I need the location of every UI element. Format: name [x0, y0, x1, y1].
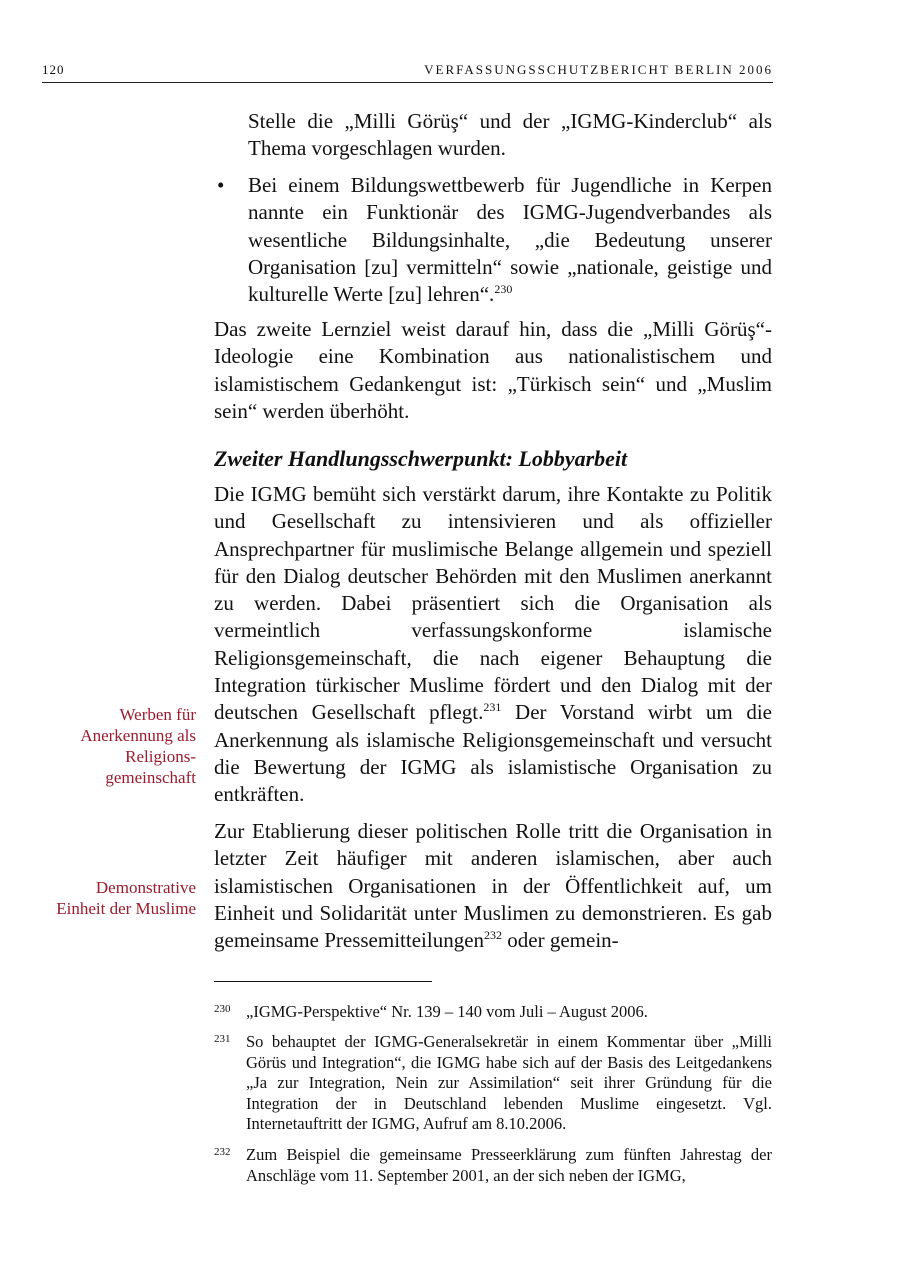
- list-item: [248, 172, 772, 308]
- footnote-ref-230[interactable]: 230: [494, 282, 513, 297]
- margin-note-einheit: [26, 877, 196, 919]
- paragraph-lobbyarbeit: [214, 481, 772, 809]
- margin-note-line: Demonstrative: [95, 878, 196, 897]
- paragraph-text-part: Der Vorstand wirbt um die Anerkennung als islamische Religionsgemeinschaft und versucht die Bewertung der IGMG als islamistische Organisation zu entkräften.: [214, 700, 772, 807]
- margin-note-line: Einheit der Muslime: [56, 899, 196, 918]
- page-header: [42, 62, 773, 83]
- footnote-number: 230: [214, 1003, 231, 1015]
- footnote-ref-232[interactable]: 232: [484, 928, 503, 943]
- footnote-text: So behauptet der IGMG-Generalsekretär in einem Kommentar über „Milli Görüs und Integration“, die IGMG habe sich auf der Basis des Leitgedankens „Ja zur Integration, Nein zur Assimilation“ seit ihrer Gründung für die Integration der in Deutschland lebenden Muslime eingesetzt. Vgl. Internetauftritt der IGMG, Aufruf am 8.10.2006.: [246, 1032, 772, 1133]
- page-number: 120: [42, 62, 65, 77]
- paragraph-lernziel: [214, 316, 772, 425]
- margin-note-line: gemeinschaft: [105, 768, 196, 787]
- margin-note-anerkennung: [26, 704, 196, 788]
- footnote-number: 232: [214, 1146, 231, 1158]
- list-item-text: Bei einem Bildungswettbewerb für Jugendliche in Kerpen nannte ein Funktionär des IGMG-Jugendverbandes als wesentliche Bildungsinhalte, „die Bedeutung unserer Organisation [zu] vermitteln“ sowie „nationale, geistige und kulturelle Werte [zu] lehren“.: [248, 173, 772, 307]
- paragraph-text-part: oder gemein-: [502, 928, 619, 953]
- list-item-continuation: Stelle die „Milli Görüş“ und der „IGMG-Kinderclub“ als Thema vorgeschlagen wurden.: [248, 109, 772, 161]
- paragraph-text-part: Zur Etablierung dieser politischen Rolle tritt die Organisation in letzter Zeit häufiger mit anderen islamischen, aber auch islamistischen Organisationen in der Öffentlichkeit auf, um Einheit und Solidarität unter Muslimen zu demonstrieren. Es gab gemeinsame Pressemitteilungen: [214, 819, 772, 953]
- paragraph-text: Das zweite Lernziel weist darauf hin, dass die „Milli Görüş“-Ideologie eine Kombination aus nationalistischem und islamistischem Gedankengut ist: „Türkisch sein“ und „Muslim sein“ werden überhöht.: [214, 317, 772, 423]
- paragraph-etablierung: [214, 818, 772, 954]
- running-title: VERFASSUNGSSCHUTZBERICHT BERLIN 2006: [424, 62, 773, 77]
- margin-note-line: Werben für: [119, 705, 196, 724]
- footnote-232: [214, 1145, 772, 1186]
- footnote-231: [214, 1032, 772, 1135]
- margin-note-line: Religions-: [125, 747, 196, 766]
- footnote-divider: [214, 981, 432, 982]
- paragraph-text-part: Die IGMG bemüht sich verstärkt darum, ihre Kontakte zu Politik und Gesellschaft zu intensivieren und als offizieller Ansprechpartner für muslimische Belange allgemein und speziell für den Dialog deutscher Behörden mit den Muslimen anerkannt zu werden. Dabei präsentiert sich die Organisation als vermeintlich verfassungskonforme islamische Religionsgemeinschaft, die nach eigener Behauptung die Integration türkischer Muslime fördert und den Dialog mit der deutschen Gesellschaft pflegt.: [214, 482, 772, 725]
- paragraph-text: [214, 818, 772, 954]
- footnote-text: „IGMG-Perspektive“ Nr. 139 – 140 vom Juli – August 2006.: [246, 1002, 648, 1021]
- bullet-icon: •: [217, 173, 225, 197]
- section-heading: Zweiter Handlungsschwerpunkt: Lobbyarbeit: [214, 446, 628, 471]
- footnote-230: [214, 1002, 772, 1023]
- paragraph-text: [214, 481, 772, 809]
- footnote-ref-231[interactable]: 231: [483, 700, 502, 715]
- margin-note-line: Anerkennung als: [80, 726, 196, 745]
- footnote-number: 231: [214, 1033, 231, 1045]
- footnote-text: Zum Beispiel die gemeinsame Presseerklärung zum fünften Jahrestag der Anschläge vom 11. September 2001, an der sich neben der IGMG,: [246, 1145, 772, 1185]
